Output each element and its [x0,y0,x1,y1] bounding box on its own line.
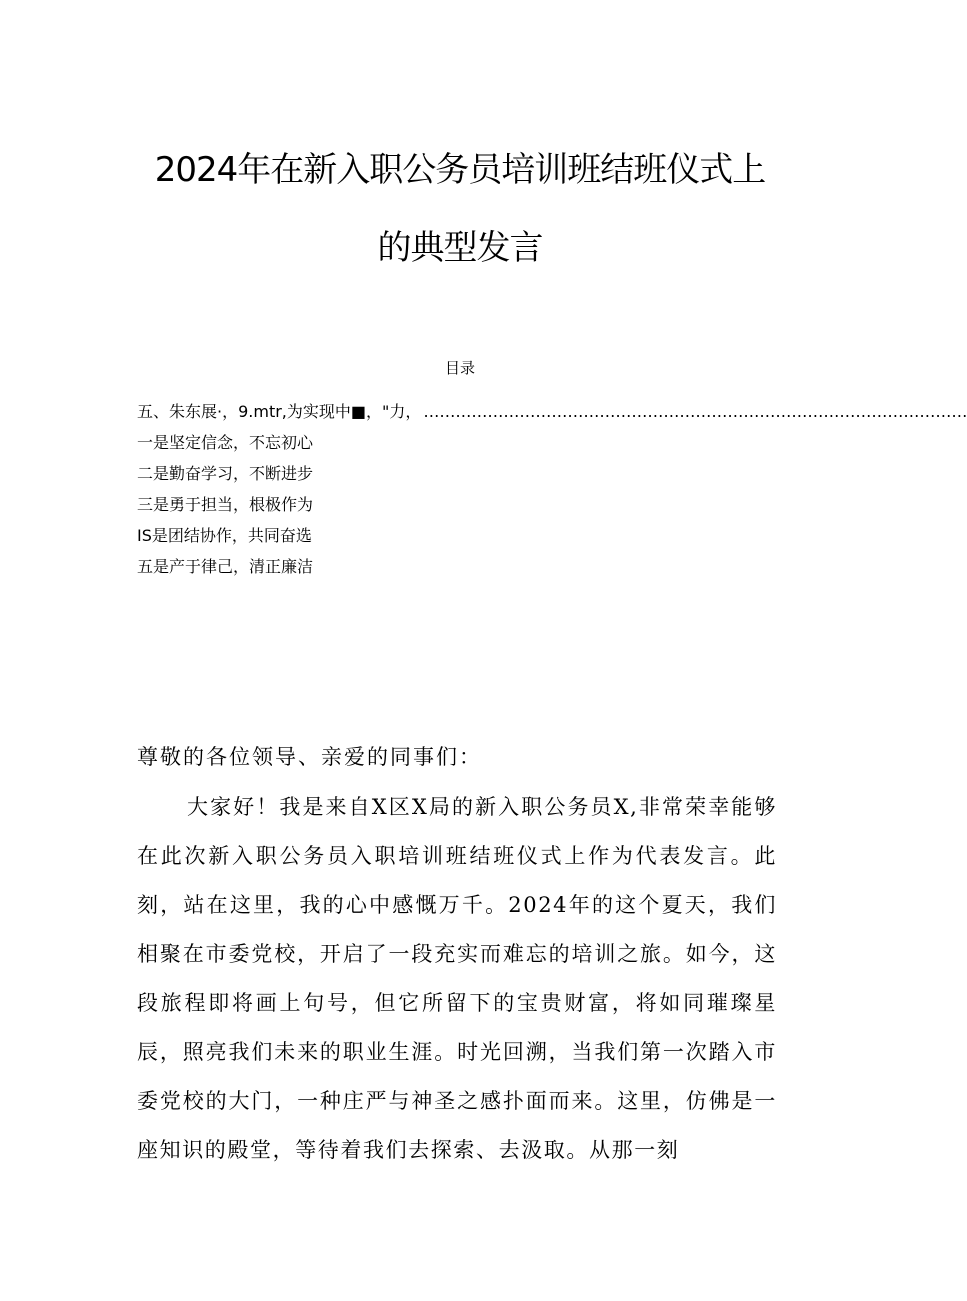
document-title-line-1: 2024年在新入职公务员培训班结班仪式上 [154,150,766,190]
toc-entry-label: 一是坚定信念，不忘初心 [137,433,314,452]
toc-entry-label: IS是团结协作，共同奋选 [137,526,312,545]
table-of-contents [137,401,967,587]
speech-paragraph: 大家好！我是来自X区X局的新入职公务员X,非常荣幸能够在此次新入职公务员入职培训班结班仪式上作为代表发言。此刻，站在这里，我的心中感慨万千。2024年的这个夏天，我们相聚在市委党校，开启了一段充实而难忘的培训之旅。如今，这段旅程即将画上句号，但它所留下的宝贵财富，将如同璀璨星辰，照亮我们未来的职业生涯。时光回溯，当我们第一次踏入市委党校的大门，一种庄严与神圣之感扑面而来。这里，仿佛是一座知识的殿堂，等待着我们去探索、去汲取。从那一刻 [137,795,777,1162]
toc-entry[interactable] [137,463,777,494]
toc-entry-label: 二是勤奋学习，不断进步 [137,464,314,483]
speech-greeting: 尊敬的各位领导、亲爱的同事们： [137,745,482,769]
toc-entry[interactable] [137,494,777,525]
toc-heading: 目录 [444,359,475,377]
toc-entry-label: 三是勇于担当，根极作为 [137,495,314,514]
document-title-line-2: 的典型发言 [377,228,543,268]
toc-entry-label: 五是产于律己，清正廉洁 [137,557,314,576]
toc-entry[interactable] [137,401,967,432]
toc-entry[interactable] [137,556,777,587]
toc-entry-label: 五、朱东展·，9.mtr,为实现中■，"力， [137,402,422,421]
toc-entry[interactable] [137,525,777,556]
toc-entry[interactable] [137,432,777,463]
toc-dot-leader: ………………………………………………………………………………………… [423,402,967,421]
